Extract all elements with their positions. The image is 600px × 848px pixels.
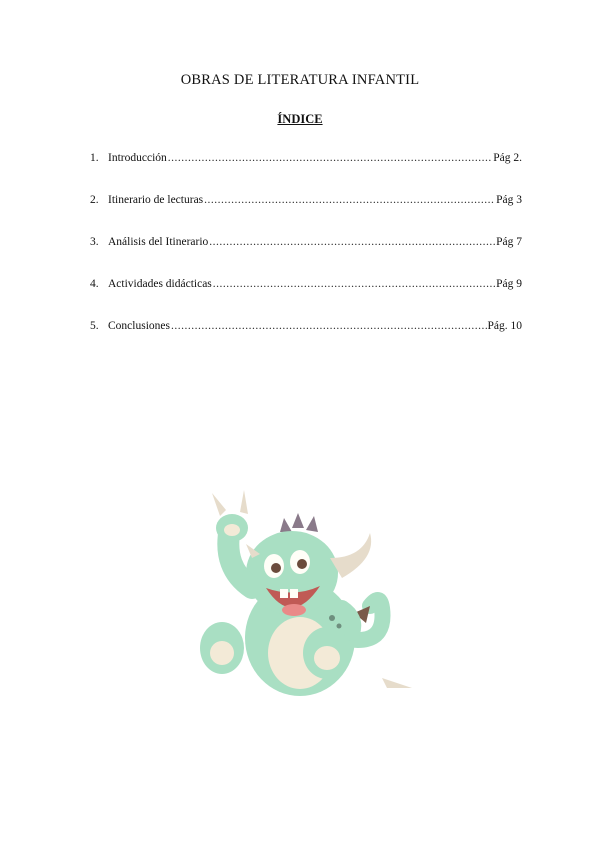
toc-number: 2. (90, 194, 99, 206)
document-title: OBRAS DE LITERATURA INFANTIL (180, 72, 420, 88)
toc-page: Pág 9 (496, 278, 522, 290)
toc-page: Pág 2. (493, 152, 522, 164)
toc-page: Pág 3 (496, 194, 522, 206)
toc-leader-dots (168, 152, 492, 164)
toc-label: Introducción (108, 152, 167, 164)
green-monster-illustration (182, 488, 418, 714)
toc-entry (90, 194, 522, 236)
toc-page: Pág 7 (496, 236, 522, 248)
toc-entry (90, 278, 522, 320)
table-of-contents (90, 152, 522, 362)
toc-leader-dots (209, 236, 495, 248)
toc-label: Actividades didácticas (108, 278, 212, 290)
toc-entry (90, 236, 522, 278)
toc-page: Pág. 10 (487, 320, 522, 332)
toc-label: Itinerario de lecturas (108, 194, 204, 206)
toc-label: Conclusiones (108, 320, 170, 332)
toc-number: 1. (90, 152, 99, 164)
toc-leader-dots (204, 194, 495, 206)
toc-leader-dots (213, 278, 495, 290)
toc-leader-dots (171, 320, 487, 332)
toc-entry (90, 152, 522, 194)
index-heading: ÍNDICE (277, 112, 323, 126)
toc-number: 4. (90, 278, 99, 290)
toc-label: Análisis del Itinerario (108, 236, 209, 248)
toc-number: 5. (90, 320, 99, 332)
toc-number: 3. (90, 236, 99, 248)
toc-entry (90, 320, 522, 362)
